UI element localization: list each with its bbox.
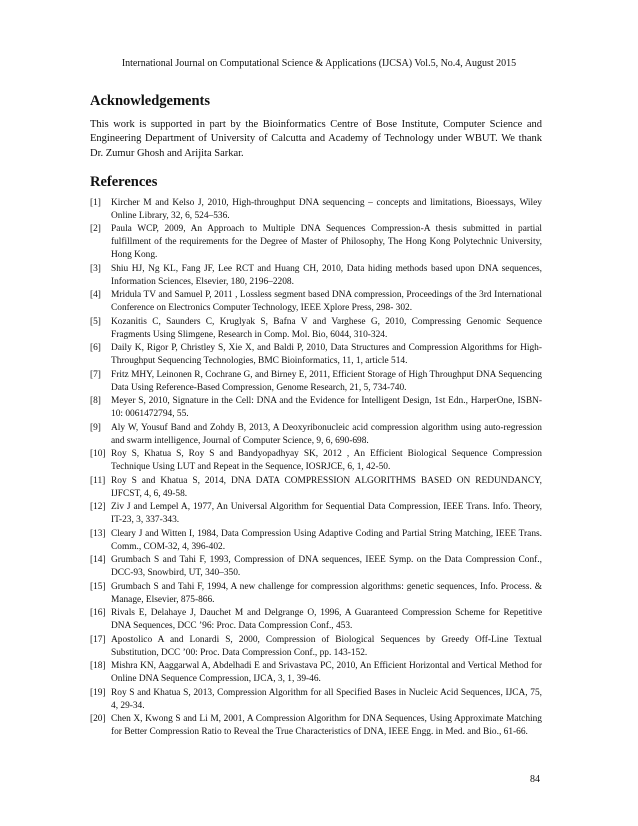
reference-item <box>90 634 542 660</box>
reference-item <box>90 395 542 421</box>
reference-text: Grumbach S and Tahi F, 1993, Compression of DNA sequences, IEEE Symp. on the Data Compression Conf., DCC-93, Snowbird, UT, 340–350. <box>111 555 542 579</box>
reference-text: Apostolico A and Lonardi S, 2000, Compression of Biological Sequences by Greedy Off-Line Textual Substitution, DCC ’00: Proc. Data Compression Conf., pp. 143-152. <box>111 634 542 658</box>
reference-item <box>90 687 542 713</box>
reference-text: Rivals E, Delahaye J, Dauchet M and Delgrange O, 1996, A Guaranteed Compression Scheme for Repetitive DNA Sequences, DCC ’96: Proc. Data Compression Conf., 453. <box>111 608 542 632</box>
references-heading: References <box>90 173 158 190</box>
reference-text: Roy S and Khatua S, 2013, Compression Algorithm for all Specified Bases in Nucleic Acid Sequences, IJCA, 75, 4, 29-34. <box>111 687 542 711</box>
reference-text: Grumbach S and Tahi F, 1994, A new challenge for compression algorithms: genetic sequences, Info. Process. & Manage, Elsevier, 875-866. <box>111 581 542 605</box>
reference-number: [5] <box>90 316 101 327</box>
reference-text: Roy S and Khatua S, 2014, DNA DATA COMPRESSION ALGORITHMS BASED ON REDUNDANCY, IJFCST, 4, 6, 49-58. <box>111 475 542 499</box>
reference-number: [17] <box>90 634 106 645</box>
acknowledgements-section <box>90 92 542 161</box>
reference-number: [19] <box>90 687 106 698</box>
reference-number: [13] <box>90 528 106 539</box>
reference-text: Aly W, Yousuf Band and Zohdy B, 2013, A Deoxyribonucleic acid compression algorithm using auto-regression and swarm intelligence, Journal of Computer Science, 9, 6, 690-698. <box>111 422 542 446</box>
reference-number: [4] <box>90 290 101 301</box>
reference-number: [3] <box>90 263 101 274</box>
reference-number: [9] <box>90 422 101 433</box>
reference-text: Kozanitis C, Saunders C, Kruglyak S, Bafna V and Varghese G, 2010, Compressing Genomic Sequence Fragments Using Slimgene, Research in Comp. Mol. Bio, 6044, 310-324. <box>111 316 542 340</box>
reference-number: [1] <box>90 197 101 208</box>
reference-item <box>90 342 542 368</box>
reference-item <box>90 581 542 607</box>
reference-item <box>90 554 542 580</box>
running-header: International Journal on Computational Science & Applications (IJCSA) Vol.5, No.4, August 2015 <box>121 58 517 69</box>
reference-item <box>90 528 542 554</box>
reference-number: [12] <box>90 502 106 513</box>
reference-number: [10] <box>90 449 106 460</box>
reference-item <box>90 263 542 289</box>
reference-text: Mishra KN, Aaggarwal A, Abdelhadi E and Srivastava PC, 2010, An Efficient Horizontal and Vertical Method for Online DNA Sequence Compression, IJCA, 3, 1, 39-46. <box>111 661 542 685</box>
reference-item <box>90 501 542 527</box>
page-number: 84 <box>530 774 540 785</box>
reference-number: [20] <box>90 714 106 725</box>
reference-number: [15] <box>90 581 106 592</box>
reference-item <box>90 197 542 223</box>
reference-number: [8] <box>90 396 101 407</box>
reference-item <box>90 369 542 395</box>
reference-number: [2] <box>90 224 101 235</box>
reference-number: [11] <box>90 475 106 486</box>
reference-list <box>90 197 542 740</box>
references-section <box>90 173 542 740</box>
reference-text: Fritz MHY, Leinonen R, Cochrane G, and Birney E, 2011, Efficient Storage of High Throughput DNA Sequencing Data Using Reference-Based Compression, Genome Research, 21, 5, 734-740. <box>111 369 542 393</box>
reference-number: [6] <box>90 343 101 354</box>
reference-number: [16] <box>90 608 106 619</box>
reference-number: [14] <box>90 555 106 566</box>
reference-item <box>90 475 542 501</box>
reference-item <box>90 713 542 739</box>
reference-text: Mridula TV and Samuel P, 2011 , Lossless segment based DNA compression, Proceedings of the 3rd International Conference on Electronics Computer Technology, IEEE Xplore Press, 298- 302. <box>111 290 542 314</box>
reference-item <box>90 607 542 633</box>
reference-item <box>90 448 542 474</box>
reference-text: Chen X, Kwong S and Li M, 2001, A Compression Algorithm for DNA Sequences, Using Approximate Matching for Better Compression Ratio to Reveal the True Characteristics of DNA, IEEE Engg. in Med. and Bio., 61-66. <box>111 714 542 738</box>
reference-item <box>90 316 542 342</box>
reference-number: [18] <box>90 661 106 672</box>
reference-text: Paula WCP, 2009, An Approach to Multiple DNA Sequences Compression-A thesis submitted in partial fulfillment of the requirements for the Degree of Master of Philosophy, The Hong Kong Polytechnic University, Hong Kong. <box>111 224 542 261</box>
reference-text: Shiu HJ, Ng KL, Fang JF, Lee RCT and Huang CH, 2010, Data hiding methods based upon DNA sequences, Information Sciences, Elsevier, 180, 2196–2208. <box>111 263 542 287</box>
reference-text: Daily K, Rigor P, Christley S, Xie X, and Baldi P, 2010, Data Structures and Compression Algorithms for High-Throughput Sequencing Technologies, BMC Bioinformatics, 11, 1, article 514. <box>111 343 542 367</box>
reference-text: Kircher M and Kelso J, 2010, High-throughput DNA sequencing – concepts and limitations, Bioessays, Wiley Online Library, 32, 6, 524–536. <box>111 197 542 221</box>
acknowledgements-heading: Acknowledgements <box>90 93 211 109</box>
reference-item <box>90 289 542 315</box>
reference-item <box>90 223 542 262</box>
reference-text: Roy S, Khatua S, Roy S and Bandyopadhyay SK, 2012 , An Efficient Biological Sequence Compression Technique Using LUT and Repeat in the Sequence, IOSRJCE, 6, 1, 42-50. <box>111 449 542 473</box>
page-content <box>90 92 542 740</box>
acknowledgements-text: This work is supported in part by the Bioinformatics Centre of Bose Institute, Computer Science and Engineering Department of University of Calcutta and Academy of Technology under WBUT. We thank Dr. Zumur Ghosh and Arijita Sarkar. <box>90 119 542 159</box>
reference-number: [7] <box>90 369 101 380</box>
reference-text: Ziv J and Lempel A, 1977, An Universal Algorithm for Sequential Data Compression, IEEE Trans. Info. Theory, IT-23, 3, 337-343. <box>111 502 542 526</box>
reference-item <box>90 422 542 448</box>
reference-text: Meyer S, 2010, Signature in the Cell: DNA and the Evidence for Intelligent Design, 1st Edn., HarperOne, ISBN-10: 0061472794, 55. <box>111 396 542 420</box>
reference-text: Cleary J and Witten I, 1984, Data Compression Using Adaptive Coding and Partial String Matching, IEEE Trans. Comm., COM-32, 4, 396-402. <box>111 528 542 552</box>
reference-item <box>90 660 542 686</box>
